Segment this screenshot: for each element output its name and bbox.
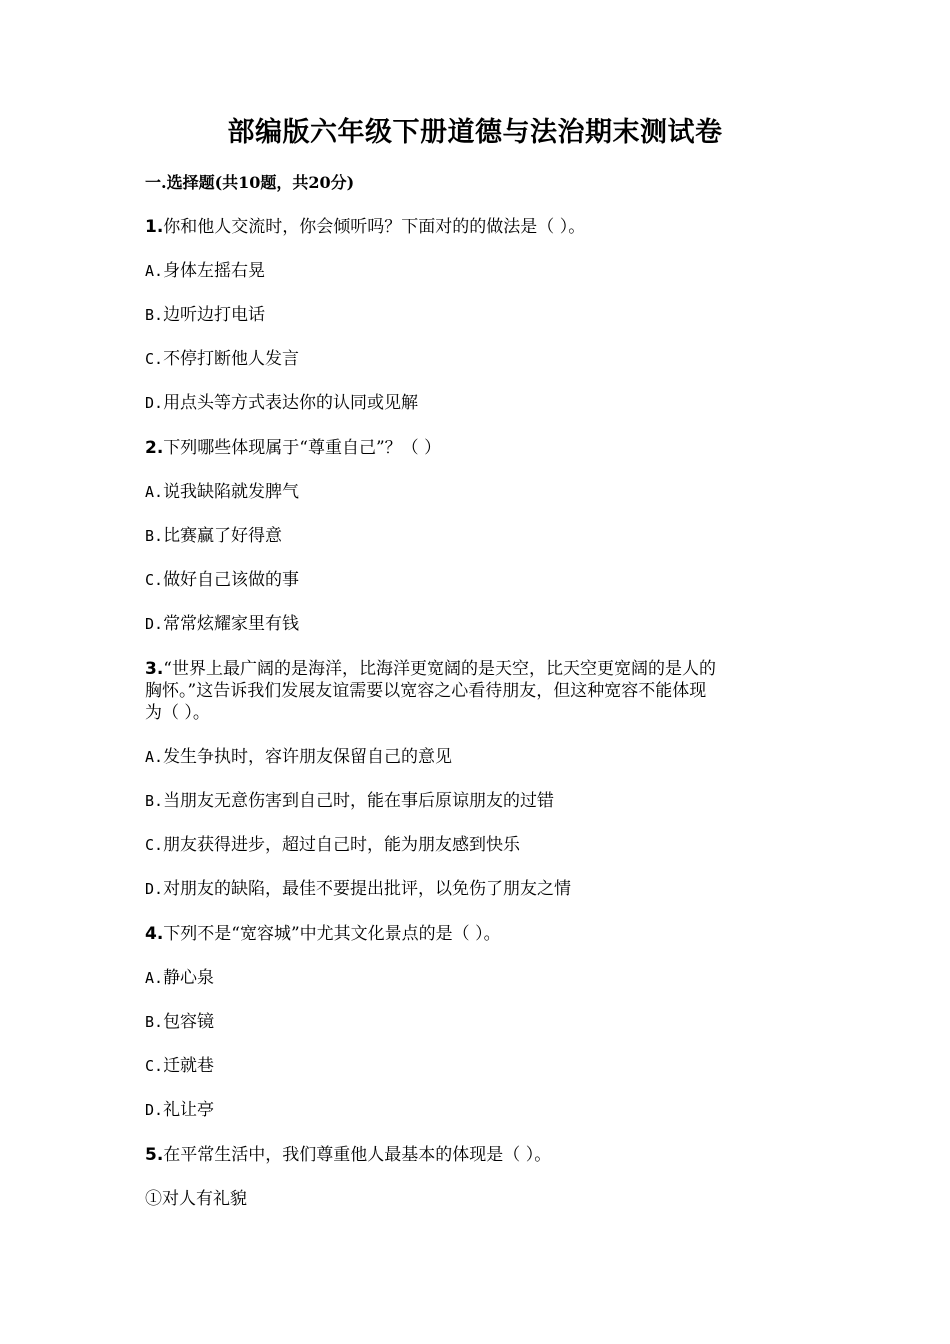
question-text: 下列哪些体现属于“尊重自己”？（ ） — [163, 438, 442, 458]
option-text: 边听边打电话 — [163, 305, 266, 325]
option-2a — [145, 481, 810, 503]
question-text: “世界上最广阔的是海洋，比海洋更宽阔的是天空，比天空更宽阔的是人的 — [163, 659, 716, 679]
question-5 — [145, 1144, 810, 1166]
option-4c — [145, 1055, 810, 1077]
option-letter: A. — [145, 748, 164, 766]
option-text: 做好自己该做的事 — [163, 570, 300, 590]
option-text: 说我缺陷就发脾气 — [163, 482, 300, 502]
option-letter: B. — [145, 527, 164, 545]
question-text: 胸怀。”这告诉我们发展友谊需要以宽容之心看待朋友，但这种宽容不能体现 — [145, 681, 707, 701]
option-letter: B. — [145, 792, 164, 810]
option-5-1 — [145, 1188, 810, 1210]
question-number: 3. — [145, 659, 164, 679]
exam-title: 部编版六年级下册道德与法治期末测试卷 — [227, 117, 723, 148]
option-text: 用点头等方式表达你的认同或见解 — [163, 393, 419, 413]
option-4d — [145, 1099, 810, 1121]
option-1a — [145, 260, 810, 282]
option-letter: D. — [145, 394, 164, 412]
option-3c — [145, 834, 810, 856]
option-3b — [145, 790, 810, 812]
option-letter: B. — [145, 1013, 164, 1031]
option-1c — [145, 348, 810, 370]
question-number: 2. — [145, 438, 164, 458]
option-letter: C. — [145, 1057, 164, 1075]
question-number: 5. — [145, 1145, 164, 1165]
option-text: 礼让亭 — [163, 1100, 215, 1120]
option-letter: B. — [145, 306, 164, 324]
option-2b — [145, 525, 810, 547]
option-marker: ① — [145, 1189, 162, 1209]
option-1b — [145, 304, 810, 326]
question-text: 下列不是“宽容城”中尤其文化景点的是（ ）。 — [163, 924, 501, 944]
question-text: 为（ ）。 — [145, 703, 210, 723]
option-text: 当朋友无意伤害到自己时，能在事后原谅朋友的过错 — [163, 791, 555, 811]
option-text: 包容镜 — [163, 1012, 215, 1032]
option-2d — [145, 613, 810, 635]
option-text: 朋友获得进步，超过自己时，能为朋友感到快乐 — [163, 835, 521, 855]
option-2c — [145, 569, 810, 591]
question-text: 在平常生活中，我们尊重他人最基本的体现是（ ）。 — [163, 1145, 552, 1165]
option-text: 对朋友的缺陷，最佳不要提出批评，以免伤了朋友之情 — [163, 879, 572, 899]
option-3a — [145, 746, 810, 768]
option-text: 对人有礼貌 — [162, 1189, 247, 1209]
question-3-line-3 — [145, 702, 810, 724]
option-3d — [145, 878, 810, 900]
option-letter: C. — [145, 836, 164, 854]
option-1d — [145, 392, 810, 414]
option-text: 身体左摇右晃 — [163, 261, 266, 281]
option-letter: D. — [145, 615, 164, 633]
option-text: 不停打断他人发言 — [163, 349, 300, 369]
option-4a — [145, 967, 810, 989]
question-3-line-2 — [145, 680, 810, 702]
question-number: 1. — [145, 217, 164, 237]
option-text: 迁就巷 — [163, 1056, 215, 1076]
question-3-line-1 — [145, 658, 810, 680]
question-2 — [145, 437, 810, 459]
question-number: 4. — [145, 924, 164, 944]
option-letter: C. — [145, 350, 164, 368]
question-4 — [145, 923, 810, 945]
option-letter: C. — [145, 571, 164, 589]
option-letter: D. — [145, 1101, 164, 1119]
option-4b — [145, 1011, 810, 1033]
question-text: 你和他人交流时，你会倾听吗？下面对的的做法是（ ）。 — [163, 217, 586, 237]
option-letter: A. — [145, 969, 164, 987]
option-text: 静心泉 — [163, 968, 215, 988]
question-1 — [145, 216, 810, 238]
option-text: 发生争执时，容许朋友保留自己的意见 — [163, 747, 453, 767]
section-heading: 一.选择题(共10题，共20分) — [145, 173, 355, 192]
option-letter: A. — [145, 483, 164, 501]
option-text: 比赛赢了好得意 — [163, 526, 283, 546]
option-letter: A. — [145, 262, 164, 280]
option-letter: D. — [145, 880, 164, 898]
option-text: 常常炫耀家里有钱 — [163, 614, 300, 634]
